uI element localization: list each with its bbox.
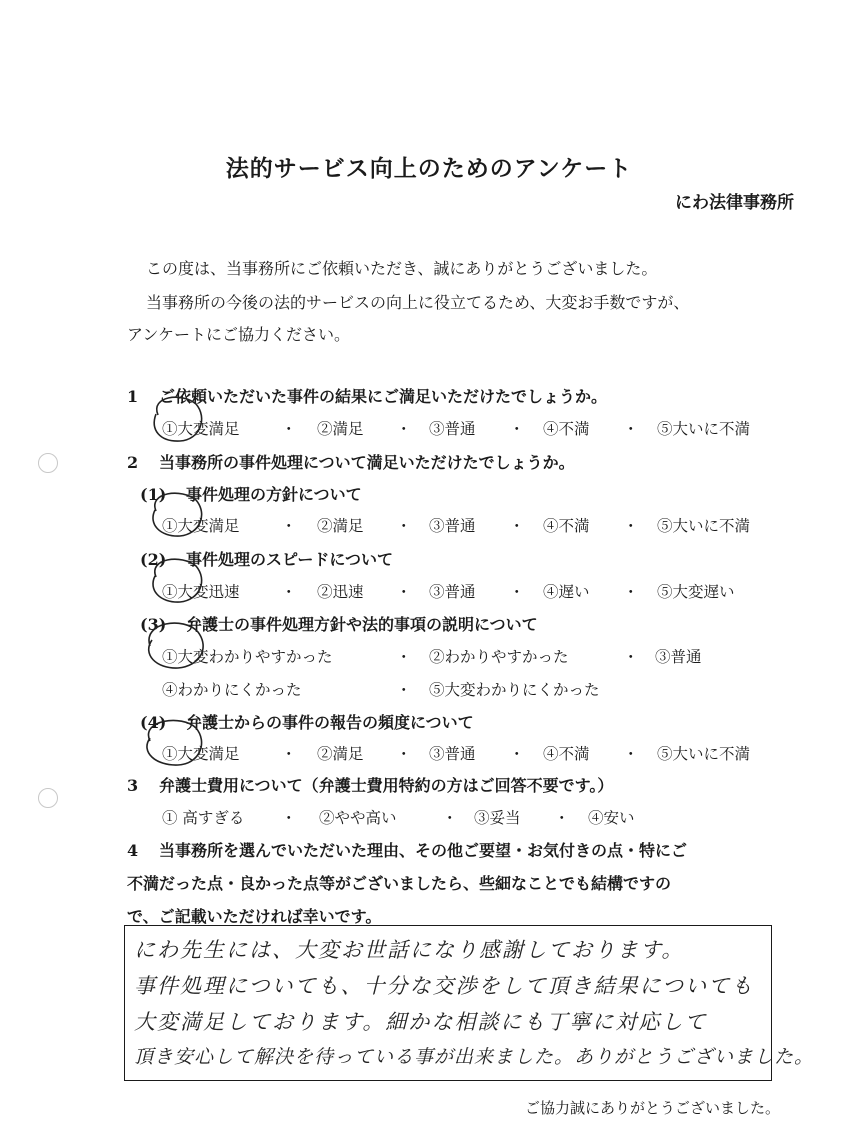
option[interactable]: ①大変わかりやすかった (162, 648, 333, 666)
option[interactable]: ③普通 (429, 420, 476, 438)
question-number: 1 (127, 387, 139, 406)
thanks-message: ご協力誠にありがとうございました。 (524, 1099, 780, 1117)
option[interactable]: ②わかりやすかった (429, 648, 569, 666)
option[interactable]: ③普通 (429, 583, 476, 601)
question-number: 4 (127, 841, 139, 860)
option[interactable]: ①大変満足 (162, 745, 240, 763)
selection-circle-q2-2 (153, 559, 202, 602)
option[interactable]: ⑤大いに不満 (657, 745, 751, 763)
option[interactable]: ②満足 (317, 517, 364, 535)
separator: ・ (623, 648, 639, 666)
separator: ・ (396, 420, 412, 438)
option[interactable]: ②満足 (317, 745, 364, 763)
page-title: 法的サービス向上のためのアンケート (225, 155, 633, 182)
option[interactable]: ④不満 (543, 517, 590, 535)
option[interactable]: ⑤大いに不満 (657, 517, 751, 535)
sub-label: (4) (140, 713, 167, 732)
sub-label: (1) (140, 485, 167, 504)
separator: ・ (623, 420, 639, 438)
option[interactable]: ① 高すぎる (162, 809, 245, 827)
separator: ・ (509, 745, 525, 763)
option[interactable]: ④安い (588, 809, 635, 827)
option[interactable]: ④わかりにくかった (162, 681, 302, 699)
sub-label: (3) (140, 615, 167, 634)
intro-line-3: アンケートにご協力ください。 (127, 325, 351, 344)
question-text-line-1: 当事務所を選んでいただいた理由、その他ご要望・お気付きの点・特にご (159, 841, 688, 860)
option[interactable]: ②満足 (317, 420, 364, 438)
separator: ・ (281, 583, 297, 601)
question-text: 当事務所の事件処理について満足いただけたでしょうか。 (159, 453, 575, 472)
separator: ・ (509, 420, 525, 438)
intro-line-2: 当事務所の今後の法的サービスの向上に役立てるため、大変お手数ですが、 (146, 293, 690, 312)
question-number: 3 (127, 776, 139, 795)
sub-text: 弁護士の事件処理方針や法的事項の説明について (186, 615, 538, 634)
separator: ・ (623, 583, 639, 601)
question-text: ご依頼いただいた事件の結果にご満足いただけたでしょうか。 (159, 387, 608, 406)
option[interactable]: ③普通 (655, 648, 702, 666)
option[interactable]: ①大変満足 (162, 420, 240, 438)
option[interactable]: ④不満 (543, 420, 590, 438)
firm-name: にわ法律事務所 (675, 193, 794, 213)
selection-circle-q1 (154, 397, 201, 441)
separator: ・ (509, 517, 525, 535)
question-4-line-2: 不満だった点・良かった点等がございましたら、些細なことでも結構ですの (127, 874, 672, 893)
separator: ・ (396, 745, 412, 763)
separator: ・ (396, 583, 412, 601)
separator: ・ (281, 745, 297, 763)
sub-text: 事件処理の方針について (186, 485, 362, 504)
separator: ・ (442, 809, 458, 827)
separator: ・ (281, 517, 297, 535)
option[interactable]: ③普通 (429, 517, 476, 535)
separator: ・ (396, 517, 412, 535)
option[interactable]: ③妥当 (474, 809, 521, 827)
separator: ・ (281, 809, 297, 827)
separator: ・ (396, 681, 412, 699)
sub-text: 事件処理のスピードについて (186, 550, 394, 569)
comment-line-3: 大変満足しております。細かな相談にも丁寧に対応して (134, 1010, 708, 1034)
option[interactable]: ④不満 (543, 745, 590, 763)
separator: ・ (396, 648, 412, 666)
separator: ・ (623, 517, 639, 535)
comment-line-1: にわ先生には、大変お世話になり感謝しております。 (134, 938, 685, 962)
option[interactable]: ①大変満足 (162, 517, 240, 535)
option[interactable]: ②迅速 (317, 583, 364, 601)
comment-line-4: 頂き安心して解決を待っている事が出来ました。ありがとうございました。 (134, 1046, 815, 1068)
intro-line-1: この度は、当事務所にご依頼いただき、誠にありがとうございました。 (146, 259, 658, 278)
sub-label: (2) (140, 550, 167, 569)
separator: ・ (623, 745, 639, 763)
option[interactable]: ③普通 (429, 745, 476, 763)
separator: ・ (509, 583, 525, 601)
separator: ・ (281, 420, 297, 438)
comment-line-2: 事件処理についても、十分な交渉をして頂き結果についても (134, 974, 755, 998)
option[interactable]: ①大変迅速 (162, 583, 240, 601)
question-4-line-3: で、ご記載いただければ幸いです。 (127, 907, 382, 926)
selection-circle-q2-1 (153, 493, 202, 536)
option[interactable]: ⑤大変わかりにくかった (429, 681, 600, 699)
option[interactable]: ④遅い (543, 583, 590, 601)
sub-text: 弁護士からの事件の報告の頻度について (186, 713, 474, 732)
question-text: 弁護士費用について（弁護士費用特約の方はご回答不要です。） (159, 776, 614, 795)
option[interactable]: ⑤大変遅い (657, 583, 735, 601)
selection-circle-q2-3 (149, 623, 203, 668)
separator: ・ (554, 809, 570, 827)
option[interactable]: ②やや高い (319, 809, 397, 827)
selection-circle-q2-4 (147, 720, 202, 765)
question-number: 2 (127, 453, 139, 472)
option[interactable]: ⑤大いに不満 (657, 420, 751, 438)
